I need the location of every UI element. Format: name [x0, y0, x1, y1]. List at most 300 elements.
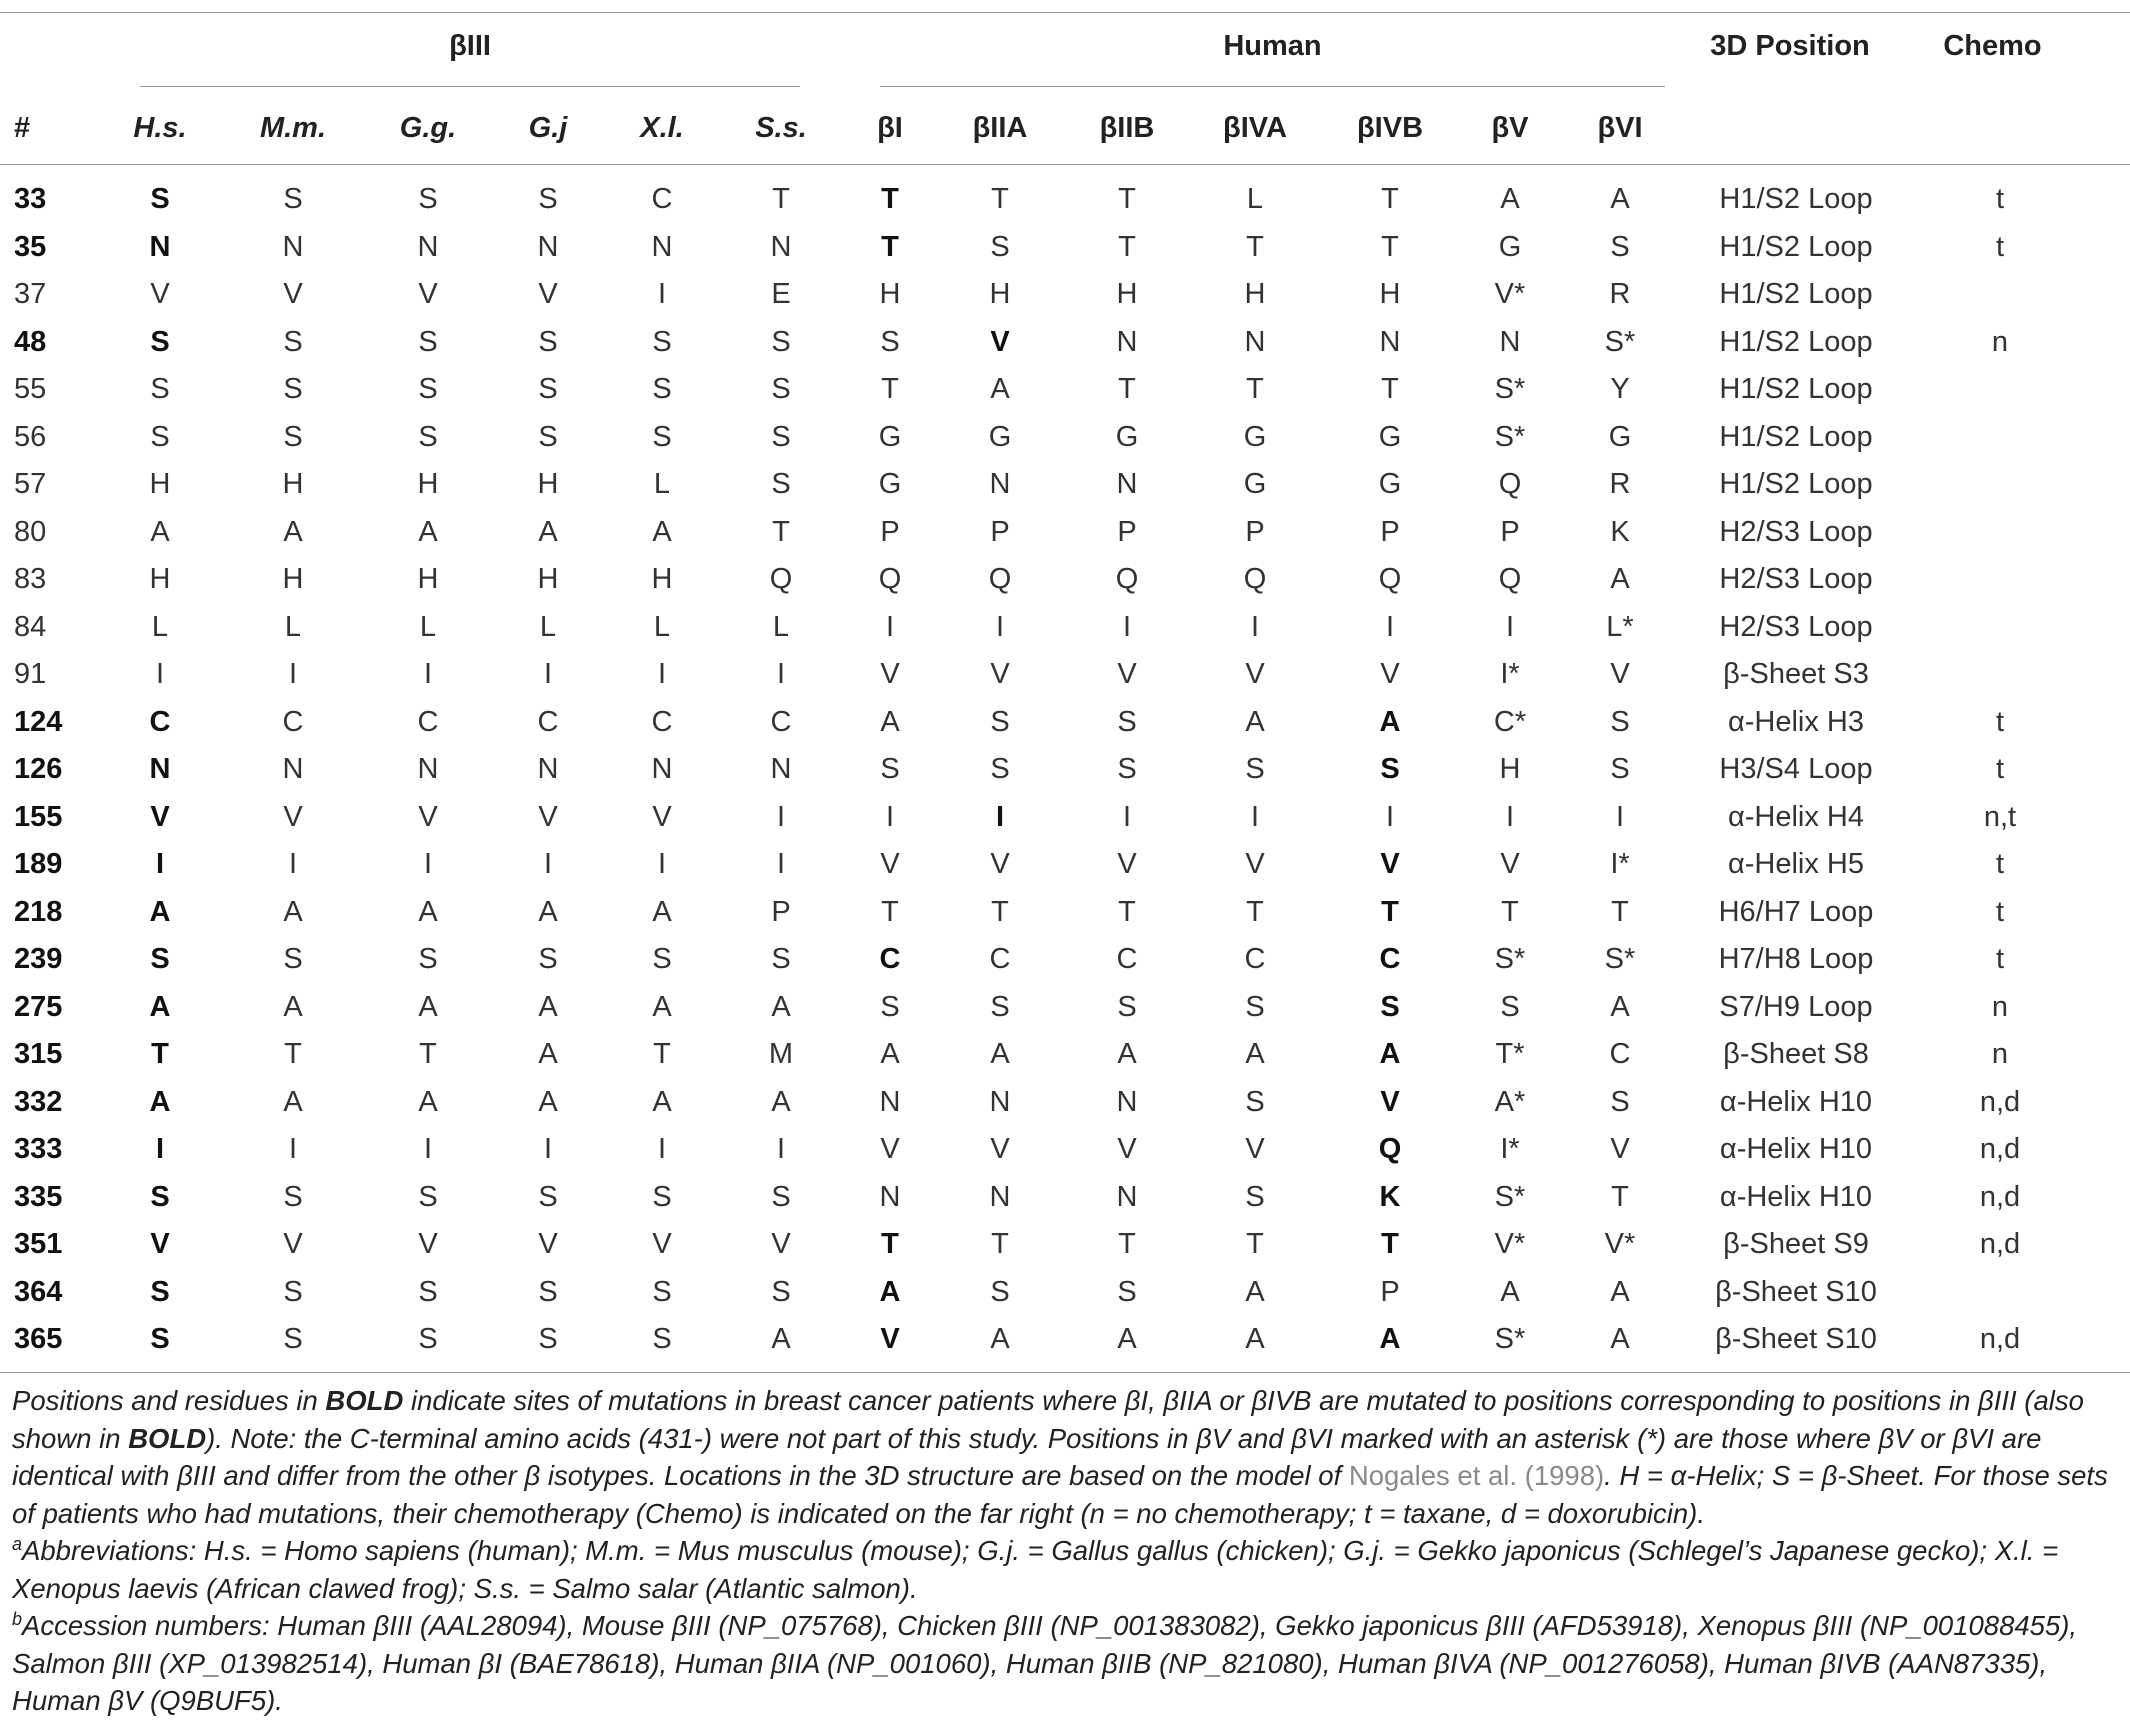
residue-cell: V — [1610, 658, 1630, 690]
3d-position-cell: α-Helix H3 — [1727, 705, 1864, 738]
residue-cell: A — [652, 895, 672, 928]
residue-cell: S — [283, 943, 303, 975]
residue-cell: S — [283, 1323, 303, 1355]
residue-cell: V — [1117, 658, 1137, 690]
residue-cell: G — [1498, 230, 1522, 263]
position-number: 57 — [14, 468, 47, 500]
residue-cell: G — [878, 468, 902, 500]
residue-cell: S — [538, 1275, 558, 1308]
residue-cell: A — [1610, 1275, 1630, 1308]
residue-cell: I — [657, 278, 667, 310]
residue-cell: L — [284, 610, 302, 643]
group-rule-beta3 — [140, 86, 800, 87]
residue-cell: S — [990, 705, 1010, 738]
residue-cell: S — [652, 420, 672, 453]
table-row — [0, 1030, 2130, 1078]
residue-cell: C — [149, 705, 171, 738]
residue-cell: V* — [1494, 1228, 1526, 1260]
residue-cell: N — [537, 230, 559, 263]
residue-cell: A — [538, 1085, 558, 1118]
residue-cell: A — [880, 705, 900, 738]
position-number: 335 — [14, 1180, 63, 1213]
3d-position-cell: β-Sheet S10 — [1715, 1275, 1877, 1308]
footnote-text: . H = α-Helix; S = β-Sheet. For those sets of patients who had mutations, their chemotherapy (Chemo) is indicated on the far right (n = no chemotherapy; t = taxane, d = doxorubicin). — [12, 1460, 2108, 1529]
position-number: 56 — [14, 420, 47, 453]
residue-cell: H — [879, 278, 901, 310]
residue-cell: S — [418, 420, 438, 453]
residue-cell: T — [1381, 1228, 1399, 1260]
residue-cell: M — [768, 1038, 794, 1070]
residue-cell: S — [652, 325, 672, 358]
residue-cell: S* — [1494, 420, 1526, 453]
table-row — [0, 888, 2130, 936]
chemo-cell — [1940, 270, 2060, 318]
chemo-cell: n,d — [1979, 1085, 2021, 1118]
residue-cell: A — [1610, 183, 1630, 215]
residue-cell: S — [1245, 1180, 1265, 1213]
residue-cell: S — [990, 753, 1010, 785]
residue-cell: V — [283, 278, 303, 310]
residue-cell: S — [652, 1323, 672, 1355]
residue-cell: S — [771, 325, 791, 358]
residue-cell: Q — [988, 563, 1012, 595]
residue-cell: N — [1499, 325, 1521, 358]
residue-cell: N — [651, 753, 673, 785]
residue-cell: A — [538, 990, 558, 1023]
residue-cell: I — [885, 800, 895, 833]
residue-cell: V — [418, 800, 438, 833]
column-header: βIIB — [1099, 112, 1155, 144]
3d-position-cell: H3/S4 Loop — [1719, 753, 1873, 785]
chemo-cell — [1940, 365, 2060, 413]
residue-cell: S — [990, 230, 1010, 263]
residue-cell: V — [1380, 658, 1400, 690]
residue-cell: N — [149, 753, 171, 785]
residue-cell: I — [657, 848, 667, 880]
residue-cell: Q — [878, 563, 902, 595]
position-number: 315 — [14, 1038, 63, 1070]
residue-cell: V — [880, 1133, 900, 1165]
residue-cell: V — [1245, 848, 1265, 880]
residue-cell: G — [1608, 420, 1632, 453]
residue-cell: H — [651, 563, 673, 595]
residue-cell: A — [990, 1038, 1010, 1070]
residue-cell: N — [1116, 1085, 1138, 1118]
residue-cell: T — [1246, 373, 1264, 405]
residue-cell: V — [1380, 848, 1400, 880]
residue-cell: S — [538, 373, 558, 405]
residue-cell: V — [880, 658, 900, 690]
residue-cell: T — [1611, 1180, 1629, 1213]
table-row — [0, 508, 2130, 556]
residue-cell: T — [881, 373, 899, 405]
residue-cell: L — [653, 468, 671, 500]
residue-cell: T — [1381, 373, 1399, 405]
residue-cell: I — [1122, 610, 1132, 643]
residue-cell: S — [283, 420, 303, 453]
residue-cell: T — [1381, 230, 1399, 263]
residue-cell: S — [1245, 1085, 1265, 1118]
residue-cell: L — [151, 610, 169, 643]
table-row — [0, 1220, 2130, 1268]
residue-cell: I — [995, 610, 1005, 643]
group-header-human: Human — [1223, 30, 1322, 62]
chemo-cell: t — [1995, 705, 2005, 738]
residue-cell: G — [1243, 420, 1267, 453]
residue-cell: I* — [1500, 1133, 1520, 1165]
residue-cell: H — [149, 468, 171, 500]
3d-position-cell: H2/S3 Loop — [1719, 610, 1873, 643]
table-row — [0, 318, 2130, 366]
3d-position-cell: α-Helix H10 — [1719, 1133, 1873, 1165]
residue-cell: V — [538, 1228, 558, 1260]
residue-cell: A — [283, 1085, 303, 1118]
residue-cell: H — [149, 563, 171, 595]
chemo-cell: t — [1995, 230, 2005, 263]
residue-cell: A — [1117, 1323, 1137, 1355]
residue-cell: S — [150, 420, 170, 453]
residue-cell: T — [1118, 183, 1136, 215]
footnote-bold: BOLD — [128, 1422, 207, 1454]
residue-cell: S — [418, 325, 438, 358]
residue-cell: Q — [1498, 563, 1522, 595]
residue-cell: S — [990, 990, 1010, 1023]
table-row — [0, 793, 2130, 841]
residue-cell: H — [417, 468, 439, 500]
column-header: X.l. — [640, 112, 684, 144]
residue-cell: T — [1381, 895, 1399, 928]
residue-cell: S — [652, 1180, 672, 1213]
residue-cell: T — [1611, 895, 1629, 928]
residue-cell: N — [770, 753, 792, 785]
top-rule — [0, 12, 2130, 13]
residue-cell: A — [880, 1038, 900, 1070]
table-row — [0, 983, 2130, 1031]
position-number: 333 — [14, 1133, 63, 1165]
residue-cell: H — [282, 468, 304, 500]
residue-cell: A — [771, 990, 791, 1023]
residue-cell: A — [1245, 1275, 1265, 1308]
residue-cell: C — [1244, 943, 1266, 975]
residue-cell: A — [1379, 1038, 1401, 1070]
residue-cell: C — [989, 943, 1011, 975]
residue-cell: T — [881, 230, 899, 263]
table-row — [0, 223, 2130, 271]
position-number: 55 — [14, 373, 47, 405]
residue-cell: I — [543, 658, 553, 690]
residue-cell: N — [417, 753, 439, 785]
residue-cell: A — [652, 990, 672, 1023]
footnote-main — [12, 1382, 2122, 1532]
residue-cell: C — [1116, 943, 1138, 975]
residue-cell: A — [1245, 1038, 1265, 1070]
residue-cell: S — [771, 373, 791, 405]
residue-cell: S — [150, 943, 170, 975]
residue-cell: S — [1117, 1275, 1137, 1308]
group-rule-human — [880, 86, 1665, 87]
residue-cell: V — [1245, 1133, 1265, 1165]
residue-cell: I — [776, 800, 786, 833]
residue-cell: K — [1610, 515, 1630, 548]
residue-cell: A — [1610, 990, 1630, 1023]
residue-cell: E — [771, 278, 791, 310]
residue-cell: S — [283, 373, 303, 405]
footnote-accession — [12, 1607, 2122, 1720]
residue-cell: I* — [1610, 848, 1630, 880]
residue-cell: A — [1610, 1323, 1630, 1355]
residue-cell: L — [653, 610, 671, 643]
residue-cell: S — [538, 183, 558, 215]
residue-cell: S — [150, 1323, 170, 1355]
3d-position-cell: β-Sheet S10 — [1715, 1323, 1877, 1355]
3d-position-cell: H1/S2 Loop — [1719, 420, 1873, 453]
position-number: 239 — [14, 943, 63, 975]
residue-cell: L* — [1606, 610, 1634, 643]
residue-cell: G — [1115, 420, 1139, 453]
residue-cell: N — [879, 1180, 901, 1213]
residue-cell: T — [1246, 1228, 1264, 1260]
chemo-cell: n,d — [1979, 1180, 2021, 1213]
residue-cell: N — [282, 753, 304, 785]
table-row — [0, 413, 2130, 461]
chemo-cell — [1940, 1268, 2060, 1316]
residue-cell: T — [284, 1038, 302, 1070]
table-row — [0, 270, 2130, 318]
residue-cell: T — [151, 1038, 169, 1070]
residue-cell: I — [155, 1133, 165, 1165]
position-number: 332 — [14, 1085, 63, 1118]
residue-cell: T — [1246, 895, 1264, 928]
residue-cell: S — [283, 183, 303, 215]
residue-cell: C — [651, 705, 673, 738]
residue-cell: V — [990, 1133, 1010, 1165]
residue-cell: A — [1379, 705, 1401, 738]
residue-cell: Q — [769, 563, 793, 595]
3d-position-cell: α-Helix H5 — [1727, 848, 1864, 880]
table-row — [0, 840, 2130, 888]
residue-cell: V — [418, 1228, 438, 1260]
residue-cell: S — [1610, 753, 1630, 785]
position-number: 124 — [14, 705, 63, 738]
3d-position-cell: β-Sheet S9 — [1723, 1228, 1869, 1260]
residue-cell: G — [878, 420, 902, 453]
residue-cell: V — [150, 1228, 170, 1260]
citation-link[interactable]: Nogales et al. (1998) — [1348, 1460, 1605, 1491]
residue-cell: S — [652, 1275, 672, 1308]
residue-cell: P — [1245, 515, 1265, 548]
residue-cell: G — [1378, 468, 1402, 500]
position-number: 126 — [14, 753, 63, 785]
chemo-cell — [1940, 413, 2060, 461]
residue-cell: V — [283, 800, 303, 833]
chemo-cell — [1940, 555, 2060, 603]
3d-position-cell: H1/S2 Loop — [1719, 183, 1873, 215]
residue-cell: S — [880, 990, 900, 1023]
column-header: G.g. — [399, 112, 457, 144]
group-header-3d-position: 3D Position — [1710, 30, 1870, 62]
header-rule — [0, 164, 2130, 165]
residue-cell: V — [418, 278, 438, 310]
residue-cell: N — [537, 753, 559, 785]
residue-cell: N — [417, 230, 439, 263]
residue-cell: A — [149, 895, 171, 928]
chemo-cell: n,d — [1979, 1323, 2021, 1355]
residue-cell: H — [1244, 278, 1266, 310]
residue-cell: R — [1609, 468, 1631, 500]
residue-cell: S — [418, 373, 438, 405]
residue-cell: S — [150, 183, 170, 215]
3d-position-cell: α-Helix H10 — [1719, 1180, 1873, 1213]
residue-cell: A — [538, 515, 558, 548]
residue-cell: A — [990, 1323, 1010, 1355]
residue-cell: T — [772, 515, 790, 548]
residue-cell: A — [1245, 705, 1265, 738]
residue-cell: S — [418, 1323, 438, 1355]
table-row — [0, 555, 2130, 603]
residue-cell: A — [149, 1085, 171, 1118]
residue-cell: N — [989, 468, 1011, 500]
column-header: G.j — [528, 112, 568, 144]
residue-cell: I — [1505, 800, 1515, 833]
residue-cell: S — [1117, 753, 1137, 785]
residue-cell: S — [1610, 705, 1630, 738]
table-row — [0, 650, 2130, 698]
residue-cell: S — [418, 1275, 438, 1308]
table-row — [0, 603, 2130, 651]
residue-cell: V — [1245, 658, 1265, 690]
residue-cell: V — [1380, 1085, 1400, 1118]
residue-cell: C — [1379, 943, 1401, 975]
residue-cell: Q — [1243, 563, 1267, 595]
residue-cell: S — [283, 1180, 303, 1213]
residue-cell: C — [770, 705, 792, 738]
residue-cell: S — [150, 1180, 170, 1213]
residue-cell: A — [771, 1323, 791, 1355]
table-footnotes — [12, 1382, 2122, 1720]
residue-cell: A — [1117, 1038, 1137, 1070]
footnote-text: Accession numbers: Human βIII (AAL28094), Mouse βIII (NP_075768), Chicken βIII (NP_001383082), Gekko japonicus βIII (AFD53918), Xenopus βIII (NP_001088455), Salmon βIII (XP_013982514), Human βI (BAE78618), Human βIIA (NP_001060), Human βIIB (NP_821080), Human βIVA (NP_001276058), Human βIVB (AAN87335), Human βV (Q9BUF5). — [12, 1610, 2078, 1716]
residue-cell: S — [538, 1180, 558, 1213]
residue-cell: H — [282, 563, 304, 595]
chemo-cell — [1940, 603, 2060, 651]
residue-cell: S — [652, 373, 672, 405]
residue-cell: S — [1380, 753, 1400, 785]
residue-cell: A — [149, 990, 171, 1023]
residue-cell: S — [771, 420, 791, 453]
residue-cell: A — [1379, 1323, 1401, 1355]
residue-cell: T — [991, 895, 1009, 928]
residue-cell: I — [1505, 610, 1515, 643]
residue-cell: S — [150, 325, 170, 358]
residue-cell: T — [881, 895, 899, 928]
residue-cell: S — [1610, 1085, 1630, 1118]
position-number: 48 — [14, 325, 47, 358]
residue-cell: H — [537, 468, 559, 500]
residue-cell: I — [1615, 800, 1625, 833]
residue-cell: S — [880, 325, 900, 358]
residue-cell: A — [1610, 563, 1630, 595]
residue-cell: I — [1122, 800, 1132, 833]
group-header-chemo: Chemo — [1943, 30, 2042, 62]
residue-cell: N — [770, 230, 792, 263]
residue-cell: V — [990, 848, 1010, 880]
residue-cell: H — [1499, 753, 1521, 785]
residue-cell: V — [771, 1228, 791, 1260]
residue-cell: A — [1245, 1323, 1265, 1355]
residue-cell: V* — [1604, 1228, 1636, 1260]
residue-cell: S — [990, 1275, 1010, 1308]
residue-cell: C — [651, 183, 673, 215]
residue-cell: S — [538, 943, 558, 975]
residue-cell: P — [771, 895, 791, 928]
residue-cell: V — [880, 848, 900, 880]
column-header: M.m. — [259, 112, 327, 144]
3d-position-cell: α-Helix H10 — [1719, 1085, 1873, 1118]
residue-cell: S — [1245, 990, 1265, 1023]
residue-cell: P — [880, 515, 900, 548]
table-row — [0, 935, 2130, 983]
residue-cell: A — [652, 1085, 672, 1118]
residue-cell: N — [989, 1085, 1011, 1118]
residue-cell: A — [879, 1275, 901, 1308]
residue-cell: A — [283, 515, 303, 548]
chemo-cell: t — [1995, 753, 2005, 785]
residue-cell: N — [282, 230, 304, 263]
residue-cell: Q — [1378, 563, 1402, 595]
position-number: 364 — [14, 1275, 63, 1308]
residue-cell: T — [991, 1228, 1009, 1260]
residue-cell: T — [881, 1228, 899, 1260]
residue-cell: N — [879, 1085, 901, 1118]
residue-cell: S — [652, 943, 672, 975]
residue-cell: P — [1380, 515, 1400, 548]
residue-cell: H — [989, 278, 1011, 310]
residue-cell: A — [418, 1085, 438, 1118]
residue-cell: V — [990, 658, 1010, 690]
residue-cell: T — [1118, 895, 1136, 928]
table-row — [0, 1173, 2130, 1221]
residue-cell: S — [538, 325, 558, 358]
residue-cell: V — [990, 325, 1010, 358]
residue-cell: I — [288, 658, 298, 690]
residue-cell: S — [1500, 990, 1520, 1023]
column-header: βV — [1491, 112, 1529, 144]
residue-cell: V — [652, 800, 672, 833]
residue-cell: I — [1250, 610, 1260, 643]
residue-cell: S — [1117, 705, 1137, 738]
chemo-cell: t — [1995, 895, 2005, 928]
table-row — [0, 365, 2130, 413]
residue-cell: R — [1609, 278, 1631, 310]
chemo-cell — [1940, 460, 2060, 508]
column-header: βIVA — [1223, 112, 1287, 144]
table-row — [0, 1078, 2130, 1126]
footnote-text: indicate sites of mutations in breast cancer patients where βI, βIIA or βIVB are mutated to positions corresponding to positions in βIII (also shown in — [12, 1385, 2084, 1454]
residue-cell: I — [776, 848, 786, 880]
residue-cell: I — [543, 1133, 553, 1165]
position-number: 37 — [14, 278, 47, 310]
residue-cell: L — [539, 610, 557, 643]
residue-cell: A — [1500, 183, 1520, 215]
residue-cell: S — [1117, 990, 1137, 1023]
position-number: 218 — [14, 895, 63, 928]
column-header: βIIA — [972, 112, 1028, 144]
residue-cell: G — [1243, 468, 1267, 500]
residue-cell: T* — [1495, 1038, 1525, 1070]
residue-cell: N — [1116, 325, 1138, 358]
residue-cell: G — [988, 420, 1012, 453]
residue-cell: T — [1501, 895, 1519, 928]
